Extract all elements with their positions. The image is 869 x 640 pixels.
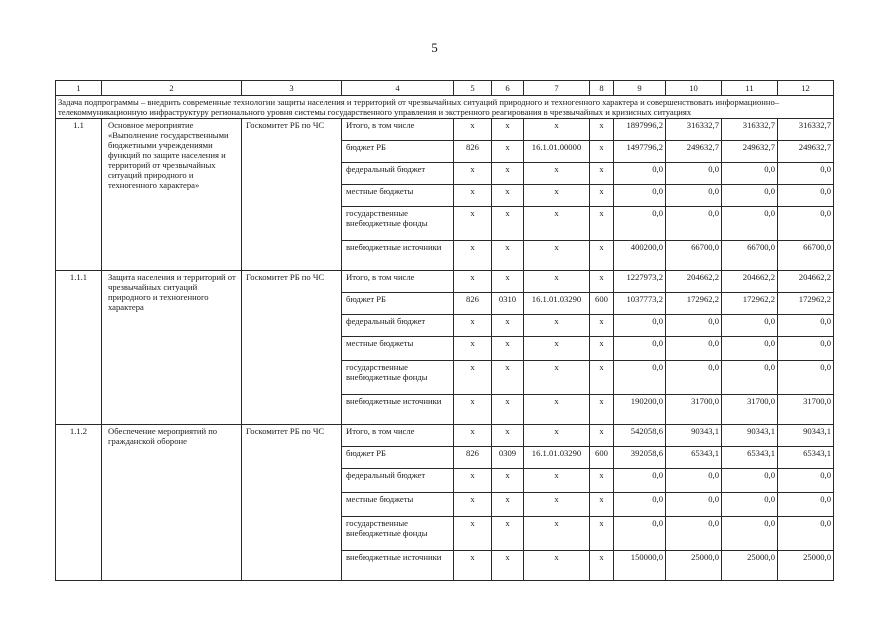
measure-code: 1.1 [56, 119, 102, 271]
value-cell-c11: 0,0 [722, 493, 778, 517]
value-cell-c6: 0309 [492, 447, 524, 469]
value-cell-c11: 65343,1 [722, 447, 778, 469]
value-cell-c12: 65343,1 [778, 447, 834, 469]
header-cell: 4 [342, 81, 454, 96]
value-cell-c5: 826 [454, 293, 492, 315]
value-cell-c7: x [524, 271, 590, 293]
value-cell-c8: 600 [590, 447, 614, 469]
value-cell-c9: 0,0 [614, 361, 666, 395]
value-cell-c6: x [492, 141, 524, 163]
value-cell-c11: 204662,2 [722, 271, 778, 293]
value-cell-c8: x [590, 315, 614, 337]
value-cell-c6: x [492, 551, 524, 581]
header-cell: 11 [722, 81, 778, 96]
value-cell-c10: 65343,1 [666, 447, 722, 469]
value-cell-c10: 25000,0 [666, 551, 722, 581]
value-cell-c11: 0,0 [722, 315, 778, 337]
value-cell-c12: 316332,7 [778, 119, 834, 141]
measure-name: Защита населения и территорий от чрезвычайных ситуаций природного и техногенного характера [102, 271, 242, 425]
value-cell-c8: x [590, 551, 614, 581]
task-row [56, 96, 834, 119]
header-cell: 5 [454, 81, 492, 96]
value-cell-c12: 249632,7 [778, 141, 834, 163]
value-cell-c5: x [454, 551, 492, 581]
value-cell-c8: x [590, 469, 614, 493]
value-cell-c7: x [524, 315, 590, 337]
header-cell: 8 [590, 81, 614, 96]
value-cell-c9: 542058,6 [614, 425, 666, 447]
value-cell-c7: x [524, 425, 590, 447]
value-cell-c12: 90343,1 [778, 425, 834, 447]
value-cell-c11: 25000,0 [722, 551, 778, 581]
value-cell-c7: 16.1.01.00000 [524, 141, 590, 163]
funding-source: Итого, в том числе [342, 119, 454, 141]
value-cell-c9: 0,0 [614, 163, 666, 185]
value-cell-c5: x [454, 163, 492, 185]
executor: Госкомитет РБ по ЧС [242, 119, 342, 271]
value-cell-c10: 204662,2 [666, 271, 722, 293]
value-cell-c6: x [492, 271, 524, 293]
value-cell-c6: x [492, 207, 524, 241]
value-cell-c6: x [492, 469, 524, 493]
executor: Госкомитет РБ по ЧС [242, 271, 342, 425]
header-cell: 3 [242, 81, 342, 96]
value-cell-c8: x [590, 271, 614, 293]
funding-source: местные бюджеты [342, 337, 454, 361]
value-cell-c5: 826 [454, 141, 492, 163]
value-cell-c10: 0,0 [666, 337, 722, 361]
value-cell-c8: x [590, 493, 614, 517]
value-cell-c7: x [524, 361, 590, 395]
value-cell-c12: 0,0 [778, 163, 834, 185]
header-cell: 7 [524, 81, 590, 96]
value-cell-c6: x [492, 361, 524, 395]
funding-source: бюджет РБ [342, 447, 454, 469]
program-table [55, 80, 834, 581]
funding-source: федеральный бюджет [342, 163, 454, 185]
value-cell-c6: x [492, 425, 524, 447]
value-cell-c5: x [454, 315, 492, 337]
header-row [56, 81, 834, 96]
value-cell-c11: 0,0 [722, 361, 778, 395]
header-cell: 9 [614, 81, 666, 96]
measure-code: 1.1.2 [56, 425, 102, 581]
value-cell-c5: x [454, 185, 492, 207]
value-cell-c5: x [454, 337, 492, 361]
value-cell-c8: x [590, 163, 614, 185]
value-cell-c10: 0,0 [666, 493, 722, 517]
table-row [56, 271, 834, 293]
value-cell-c9: 0,0 [614, 469, 666, 493]
value-cell-c9: 1897996,2 [614, 119, 666, 141]
value-cell-c10: 0,0 [666, 207, 722, 241]
table-row [56, 425, 834, 447]
value-cell-c6: x [492, 315, 524, 337]
value-cell-c11: 66700,0 [722, 241, 778, 271]
value-cell-c7: x [524, 517, 590, 551]
value-cell-c9: 392058,6 [614, 447, 666, 469]
value-cell-c7: x [524, 551, 590, 581]
funding-source: местные бюджеты [342, 185, 454, 207]
funding-source: федеральный бюджет [342, 315, 454, 337]
funding-source: внебюджетные источники [342, 395, 454, 425]
funding-source: государственные внебюджетные фонды [342, 207, 454, 241]
value-cell-c7: x [524, 395, 590, 425]
value-cell-c10: 0,0 [666, 185, 722, 207]
value-cell-c12: 31700,0 [778, 395, 834, 425]
header-cell: 12 [778, 81, 834, 96]
value-cell-c11: 0,0 [722, 207, 778, 241]
value-cell-c9: 1227973,2 [614, 271, 666, 293]
value-cell-c7: x [524, 185, 590, 207]
page-number: 5 [431, 40, 438, 55]
value-cell-c9: 400200,0 [614, 241, 666, 271]
measure-name: Обеспечение мероприятий по гражданской обороне [102, 425, 242, 581]
value-cell-c5: x [454, 395, 492, 425]
value-cell-c11: 316332,7 [722, 119, 778, 141]
value-cell-c12: 0,0 [778, 517, 834, 551]
value-cell-c7: x [524, 469, 590, 493]
funding-source: государственные внебюджетные фонды [342, 361, 454, 395]
value-cell-c6: x [492, 395, 524, 425]
value-cell-c9: 0,0 [614, 315, 666, 337]
executor: Госкомитет РБ по ЧС [242, 425, 342, 581]
value-cell-c10: 0,0 [666, 315, 722, 337]
value-cell-c12: 0,0 [778, 337, 834, 361]
value-cell-c7: x [524, 493, 590, 517]
value-cell-c6: x [492, 337, 524, 361]
value-cell-c5: x [454, 493, 492, 517]
value-cell-c8: x [590, 241, 614, 271]
funding-source: федеральный бюджет [342, 469, 454, 493]
value-cell-c12: 0,0 [778, 185, 834, 207]
value-cell-c12: 0,0 [778, 361, 834, 395]
value-cell-c8: x [590, 517, 614, 551]
value-cell-c9: 0,0 [614, 185, 666, 207]
value-cell-c11: 0,0 [722, 517, 778, 551]
value-cell-c5: x [454, 517, 492, 551]
value-cell-c8: x [590, 395, 614, 425]
funding-source: бюджет РБ [342, 141, 454, 163]
value-cell-c11: 0,0 [722, 163, 778, 185]
value-cell-c10: 66700,0 [666, 241, 722, 271]
value-cell-c10: 249632,7 [666, 141, 722, 163]
funding-source: Итого, в том числе [342, 271, 454, 293]
value-cell-c7: 16.1.01.03290 [524, 447, 590, 469]
value-cell-c6: x [492, 185, 524, 207]
value-cell-c11: 249632,7 [722, 141, 778, 163]
value-cell-c6: x [492, 241, 524, 271]
value-cell-c11: 0,0 [722, 185, 778, 207]
value-cell-c9: 0,0 [614, 517, 666, 551]
value-cell-c7: 16.1.01.03290 [524, 293, 590, 315]
header-cell: 1 [56, 81, 102, 96]
value-cell-c10: 316332,7 [666, 119, 722, 141]
value-cell-c11: 0,0 [722, 337, 778, 361]
value-cell-c8: x [590, 425, 614, 447]
value-cell-c12: 25000,0 [778, 551, 834, 581]
value-cell-c12: 0,0 [778, 207, 834, 241]
value-cell-c10: 90343,1 [666, 425, 722, 447]
funding-source: государственные внебюджетные фонды [342, 517, 454, 551]
value-cell-c12: 0,0 [778, 469, 834, 493]
measure-name: Основное мероприятие «Выполнение государственными бюджетными учреждениями функций по защите населения и территорий от чрезвычайных ситуаций природного и техногенного характера» [102, 119, 242, 271]
value-cell-c7: x [524, 241, 590, 271]
value-cell-c7: x [524, 337, 590, 361]
header-cell: 6 [492, 81, 524, 96]
value-cell-c7: x [524, 207, 590, 241]
value-cell-c11: 0,0 [722, 469, 778, 493]
value-cell-c9: 1497796,2 [614, 141, 666, 163]
value-cell-c8: x [590, 119, 614, 141]
table-row [56, 119, 834, 141]
value-cell-c10: 0,0 [666, 469, 722, 493]
value-cell-c9: 1037773,2 [614, 293, 666, 315]
funding-source: внебюджетные источники [342, 551, 454, 581]
value-cell-c6: 0310 [492, 293, 524, 315]
value-cell-c8: x [590, 361, 614, 395]
value-cell-c10: 0,0 [666, 361, 722, 395]
value-cell-c6: x [492, 493, 524, 517]
value-cell-c10: 172962,2 [666, 293, 722, 315]
header-cell: 10 [666, 81, 722, 96]
measure-code: 1.1.1 [56, 271, 102, 425]
value-cell-c6: x [492, 517, 524, 551]
value-cell-c5: x [454, 469, 492, 493]
value-cell-c11: 31700,0 [722, 395, 778, 425]
value-cell-c5: 826 [454, 447, 492, 469]
value-cell-c8: x [590, 141, 614, 163]
value-cell-c12: 0,0 [778, 315, 834, 337]
value-cell-c7: x [524, 119, 590, 141]
funding-source: бюджет РБ [342, 293, 454, 315]
value-cell-c9: 0,0 [614, 493, 666, 517]
value-cell-c8: x [590, 185, 614, 207]
value-cell-c12: 204662,2 [778, 271, 834, 293]
value-cell-c10: 31700,0 [666, 395, 722, 425]
value-cell-c8: 600 [590, 293, 614, 315]
value-cell-c5: x [454, 361, 492, 395]
value-cell-c7: x [524, 163, 590, 185]
value-cell-c12: 0,0 [778, 493, 834, 517]
funding-source: Итого, в том числе [342, 425, 454, 447]
value-cell-c9: 0,0 [614, 207, 666, 241]
value-cell-c5: x [454, 119, 492, 141]
value-cell-c9: 150000,0 [614, 551, 666, 581]
value-cell-c5: x [454, 271, 492, 293]
value-cell-c9: 0,0 [614, 337, 666, 361]
value-cell-c11: 172962,2 [722, 293, 778, 315]
value-cell-c5: x [454, 207, 492, 241]
value-cell-c8: x [590, 337, 614, 361]
value-cell-c9: 190200,0 [614, 395, 666, 425]
value-cell-c10: 0,0 [666, 163, 722, 185]
value-cell-c10: 0,0 [666, 517, 722, 551]
funding-source: внебюджетные источники [342, 241, 454, 271]
value-cell-c5: x [454, 425, 492, 447]
value-cell-c12: 66700,0 [778, 241, 834, 271]
value-cell-c12: 172962,2 [778, 293, 834, 315]
task-text: Задача подпрограммы – внедрить современные технологии защиты населения и территорий от чрезвычайных ситуаций природного и техногенного характера и совершенствовать информационно–телекоммуникационную инфраструктуру регионального уровня системы государственного управления и экстренного реагирования в чрезвычайных и кризисных ситуациях [56, 96, 834, 119]
value-cell-c8: x [590, 207, 614, 241]
value-cell-c5: x [454, 241, 492, 271]
funding-source: местные бюджеты [342, 493, 454, 517]
value-cell-c6: x [492, 163, 524, 185]
value-cell-c11: 90343,1 [722, 425, 778, 447]
header-cell: 2 [102, 81, 242, 96]
value-cell-c6: x [492, 119, 524, 141]
